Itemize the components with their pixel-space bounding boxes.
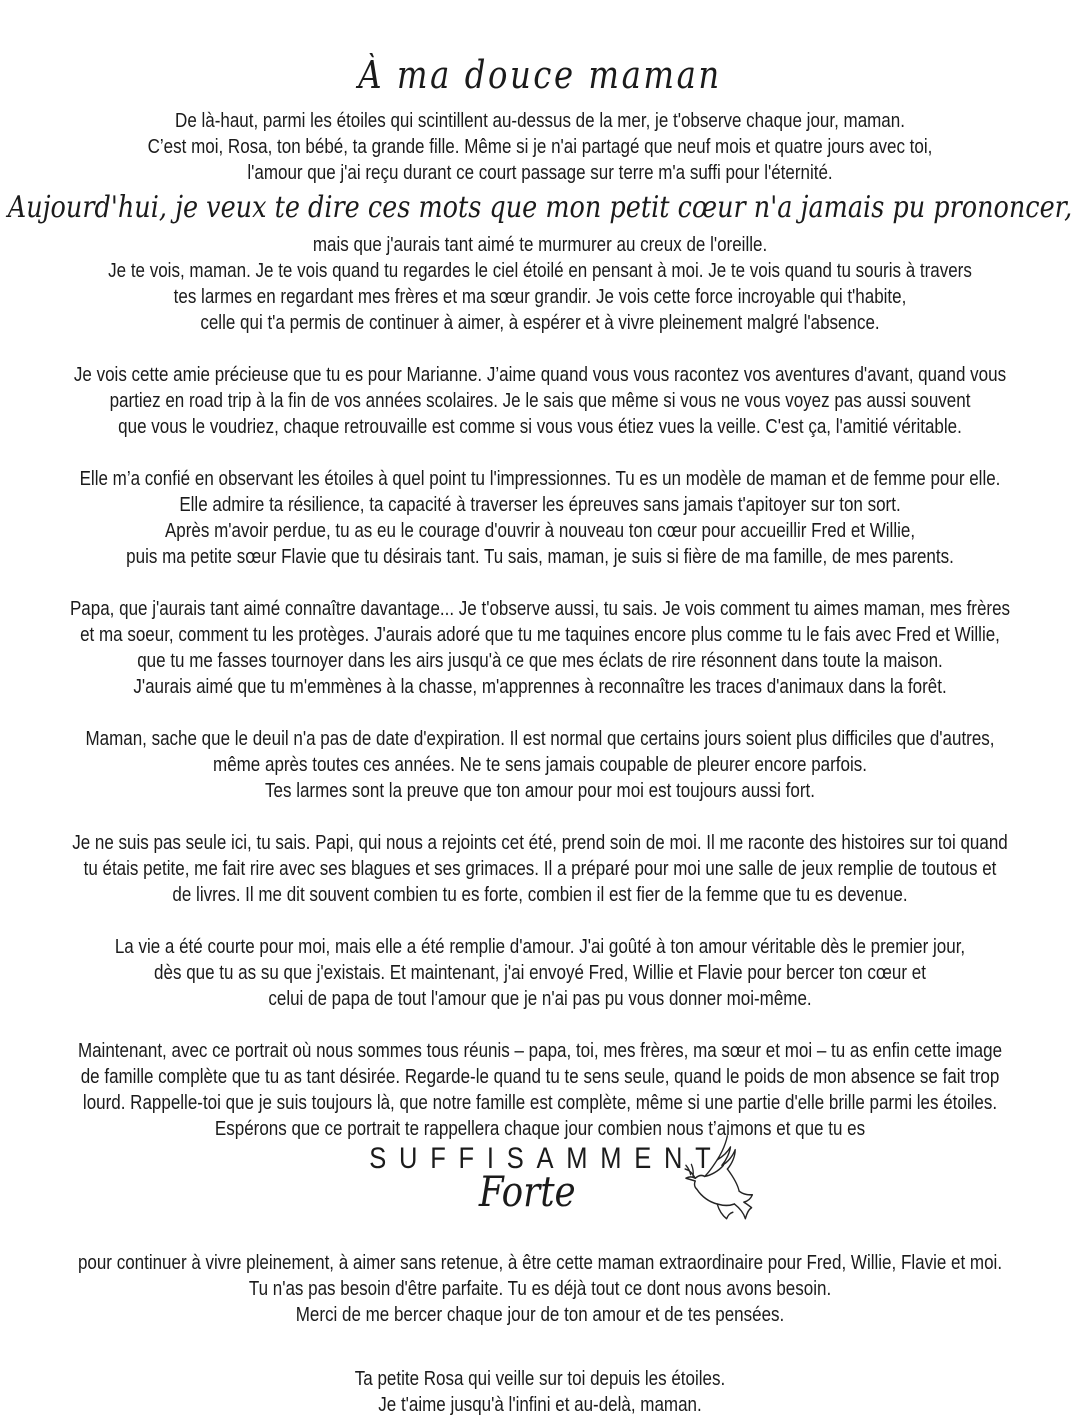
paragraph-papa — [0, 596, 1080, 700]
paragraph-marianne — [0, 362, 1080, 440]
text-line: Je ne suis pas seule ici, tu sais. Papi, qui nous a rejoints cet été, prend soin de moi. Il me raconte des histoires sur toi quand — [72, 832, 1008, 854]
text-line: pour continuer à vivre pleinement, à aimer sans retenue, à être cette maman extraordinaire pour Fred, Willie, Flavie et moi. — [77, 1252, 1003, 1274]
text-line: de livres. Il me dit souvent combien tu es forte, combien il est fier de la femme que tu es devenue. — [172, 884, 908, 906]
emphasis-script: Forte — [478, 1167, 576, 1216]
text-line: Maman, sache que le deuil n'a pas de date d'expiration. Il est normal que certains jours soient plus difficiles que d'autres, — [85, 728, 995, 750]
paragraph-continuer — [0, 1250, 1080, 1328]
text-line: celui de papa de tout l'amour que je n'ai pas pu vous donner moi-même. — [268, 988, 812, 1010]
emphasis-block — [0, 1142, 1080, 1242]
text-line: dès que tu as su que j'existais. Et maintenant, j'ai envoyé Fred, Willie et Flavie pour bercer ton cœur et — [154, 962, 926, 984]
text-line: puis ma petite sœur Flavie que tu désirais tant. Tu sais, maman, je suis si fière de ma famille, de mes parents. — [126, 546, 954, 568]
letter-title: À ma douce maman — [358, 53, 722, 97]
text-line: mais que j'aurais tant aimé te murmurer au creux de l'oreille. — [312, 234, 768, 256]
text-line: celle qui t'a permis de continuer à aimer, à espérer et à vivre pleinement malgré l'absence. — [200, 312, 880, 334]
emphasis-caps: SUFFISAMMENT — [369, 1142, 724, 1175]
text-line: l'amour que j'ai reçu durant ce court passage sur terre m'a suffi pour l'éternité. — [247, 162, 833, 184]
text-line: que vous le voudriez, chaque retrouvaille est comme si vous vous étiez vues la veille. C'est ça, l'amitié véritable. — [118, 416, 962, 438]
text-line: C’est moi, Rosa, ton bébé, ta grande fille. Même si je n'ai partagé que neuf mois et quatre jours avec toi, — [147, 136, 933, 158]
text-line: Après m'avoir perdue, tu as eu le courage d'ouvrir à nouveau ton cœur pour accueillir Fred et Willie, — [164, 520, 916, 542]
text-line: Tes larmes sont la preuve que ton amour pour moi est toujours aussi fort. — [265, 780, 815, 802]
paragraph-modele — [0, 466, 1080, 570]
text-line: que tu me fasses tournoyer dans les airs jusqu'à ce que mes éclats de rire résonnent dans toute la maison. — [137, 650, 943, 672]
text-line: Je te vois, maman. Je te vois quand tu regardes le ciel étoilé en pensant à moi. Je te vois quand tu souris à travers — [108, 260, 972, 282]
text-line: Merci de me bercer chaque jour de ton amour et de tes pensées. — [295, 1304, 785, 1326]
text-line: même après toutes ces années. Ne te sens jamais coupable de pleurer encore parfois. — [213, 754, 867, 776]
text-line: Tu n'as pas besoin d'être parfaite. Tu es déjà tout ce dont nous avons besoin. — [248, 1278, 832, 1300]
text-line: Papa, que j'aurais tant aimé connaître davantage... Je t'observe aussi, tu sais. Je vois comment tu aimes maman, mes frères — [69, 598, 1011, 620]
text-line: Elle admire ta résilience, ta capacité à traverser les épreuves sans jamais t'apitoyer sur ton sort. — [179, 494, 901, 516]
text-line: Maintenant, avec ce portrait où nous sommes tous réunis – papa, toi, mes frères, ma sœur et moi – tu as enfin cette image — [77, 1040, 1003, 1062]
text-line: tu étais petite, me fait rire avec ses blagues et ses grimaces. Il a préparé pour moi une salle de jeux remplie de toutous et — [83, 858, 997, 880]
text-line: Je t'aime jusqu'à l'infini et au-delà, maman. — [378, 1394, 702, 1416]
text-line: Ta petite Rosa qui veille sur toi depuis les étoiles. — [354, 1368, 726, 1390]
paragraph-portrait — [0, 1038, 1080, 1142]
text-line: et ma soeur, comment tu les protèges. J'aurais adoré que tu me taquines encore plus comme tu le fais avec Fred et Willie, — [80, 624, 1000, 646]
paragraph-papi — [0, 830, 1080, 908]
text-line: J'aurais aimé que tu m'emmènes à la chasse, m'apprennes à reconnaître les traces d'animaux dans la forêt. — [133, 676, 947, 698]
text-line: Aujourd'hui, je veux te dire ces mots que mon petit cœur n'a jamais pu prononcer, — [7, 190, 1073, 225]
text-line: Espérons que ce portrait te rappellera chaque jour combien nous t’aimons et que tu es — [214, 1118, 866, 1140]
dove-icon — [683, 1130, 761, 1232]
paragraph-je-te-vois — [0, 232, 1080, 336]
text-line: Je vois cette amie précieuse que tu es pour Marianne. J’aime quand vous vous racontez vos aventures d'avant, quand vous — [73, 364, 1007, 386]
text-line: lourd. Rappelle-toi que je suis toujours là, que notre famille est complète, même si une partie d'elle brille parmi les étoiles. — [82, 1092, 998, 1114]
text-line: partiez en road trip à la fin de vos années scolaires. Je le sais que même si vous ne vous voyez pas aussi souvent — [109, 390, 971, 412]
text-line: tes larmes en regardant mes frères et ma sœur grandir. Je vois cette force incroyable qui t'habite, — [173, 286, 907, 308]
text-line: De là-haut, parmi les étoiles qui scintillent au-dessus de la mer, je t'observe chaque jour, maman. — [175, 110, 905, 132]
paragraph-vie-courte — [0, 934, 1080, 1012]
paragraph-intro — [0, 108, 1080, 186]
signature-block — [0, 1366, 1080, 1418]
text-line: de famille complète que tu as tant désirée. Regarde-le quand tu te sens seule, quand le poids de mon absence se fait trop — [80, 1066, 1000, 1088]
text-line: La vie a été courte pour moi, mais elle a été remplie d'amour. J'ai goûté à ton amour véritable dès le premier jour, — [114, 936, 966, 958]
paragraph-deuil — [0, 726, 1080, 804]
script-emphasis-line — [0, 184, 1080, 232]
text-line: Elle m’a confié en observant les étoiles à quel point tu l'impressionnes. Tu es un modèle de maman et de femme pour elle. — [79, 468, 1001, 490]
